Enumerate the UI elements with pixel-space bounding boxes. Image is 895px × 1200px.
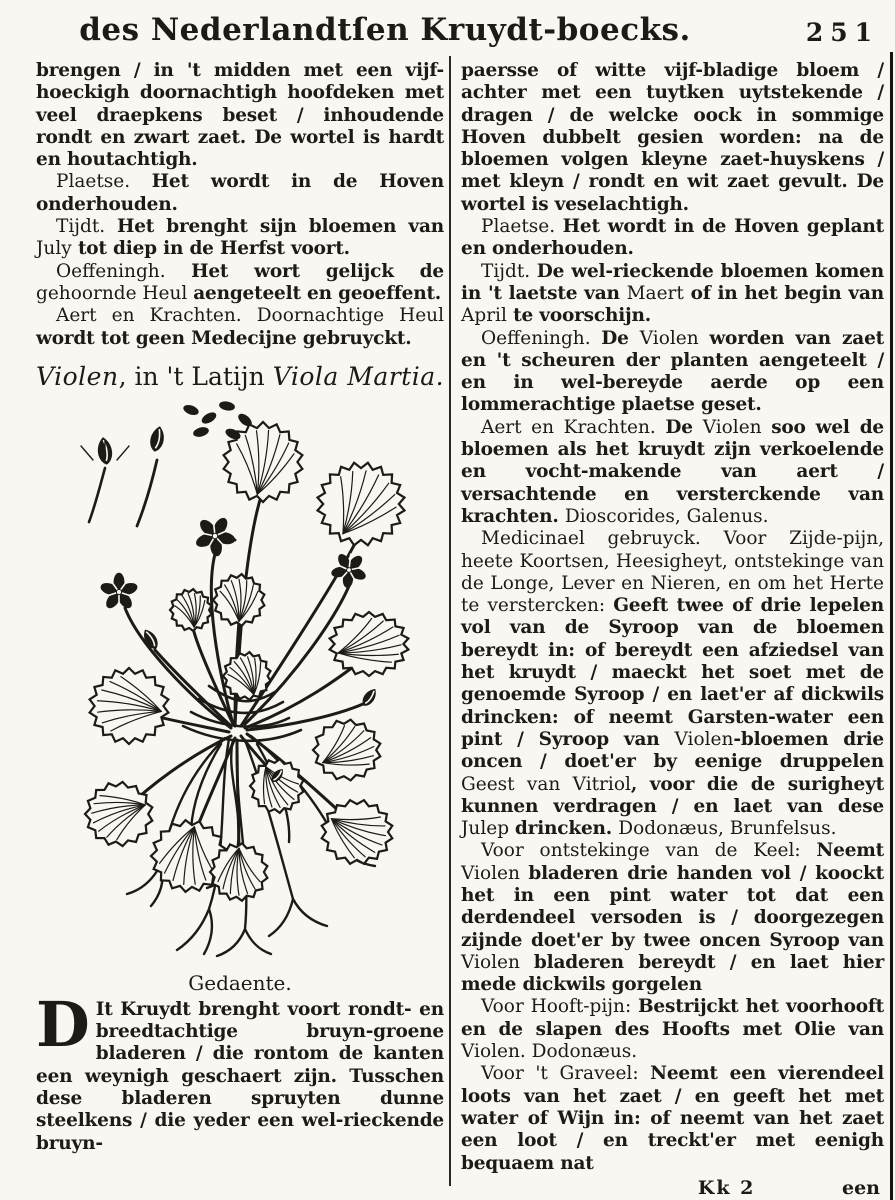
left-column <box>36 60 444 1155</box>
paragraph: brengen / in 't midden met een vijf-hoeckigh doornachtigh hoofdeken met veel draepkens beset / inhoudende rondt en zwart zaet. De wortel is hardt en houtachtigh. <box>36 60 444 171</box>
signature-mark: Kk 2 <box>697 1176 756 1199</box>
paragraph: Medicinael gebruyck. Voor Zijde-pijn, heete Koortsen, Heesigheyt, ontstekinge van de Longe, Lever en Nieren, en om het Herte te verstercken: Geeft twee of drie lepelen vol van de Syroop van de bloemen bereydt in: of bereydt een afziedsel van het kruydt / maeckt het soet met de genoemde Syroop / en laet'er af dickwils drincken: of neemt Garsten-water een pint / Syroop van Violen-bloemen drie oncen / doet'er by eenige druppelen Geest van Vitriol, voor die de surigheyt kunnen verdragen / en laet van dese Julep drincken. Dodonæus, Brunfelsus. <box>461 528 884 840</box>
catchword: een <box>842 1176 880 1199</box>
running-head: des Nederlandtſen Kruydt-boecks. <box>79 12 691 48</box>
section-heading: Violen, in 't Latijn Viola Martia. <box>36 361 445 391</box>
figure-caption: Gedaente. <box>188 971 292 996</box>
paragraph: Voor 't Graveel: Neemt een vierendeel loots van het zaet / en geeft het met water of Wijn in: of neemt van het zaet een loot / en treckt'er met eenigh bequaem nat <box>461 1063 884 1174</box>
figure <box>36 394 444 972</box>
paragraph: Aert en Krachten. De Violen soo wel de bloemen als het kruydt zijn verkoelende en vocht-makende van aert / versachtende en versterckende van krachten. Dioscorides, Galenus. <box>461 416 885 527</box>
paragraph: Oeffeningh. De Violen worden van zaet en 't scheuren der planten aengeteelt / en in wel-bereyde aerde op een lommerachtige plaetse geset. <box>461 327 884 416</box>
column-divider-rule <box>449 56 451 1186</box>
paragraph: paersse of witte vijf-bladige bloem / achter met een tuytken uytstekende / dragen / de welcke oock in sommige Hoven dubbelt gesien worden: na de bloemen volgen kleyne zaet-huyskens / met kleyn / rondt en wit zaet gevult. De wortel is veselachtigh. <box>461 60 884 215</box>
paragraph: Oeffeningh. Het wort gelijck de gehoornde Heul aengeteelt en geoeffent. <box>36 260 444 304</box>
drop-cap: D <box>36 987 90 1061</box>
paragraph: D It Kruydt brenght voort rondt- en breedtachtige bruyn-groene bladeren / die rontom de kanten een weynigh geschaert zijn. Tusschen dese bladeren spruyten dunne steelkens / die yeder een wel-rieckende bruyn- <box>36 987 444 1154</box>
paragraph: Plaetse. Het wordt in de Hoven onderhouden. <box>36 171 444 215</box>
right-column <box>461 60 884 1200</box>
footer-row <box>461 1177 884 1200</box>
paragraph: Voor Hooft-pijn: Bestrijckt het voorhooft en de slapen des Hoofts met Olie van Violen. Dodonæus. <box>461 996 884 1063</box>
paragraph: Aert en Krachten. Doornachtige Heul wordt tot geen Medecijne gebruyckt. <box>36 305 444 349</box>
page-number: 251 <box>805 18 879 47</box>
paragraph: Plaetse. Het wordt in de Hoven geplant en onderhouden. <box>461 216 884 260</box>
paragraph: Voor ontstekinge van de Keel: Neemt Violen bladeren drie handen vol / koockt het in een pint water tot dat een derdendeel versoden is / doorgezegen zijnde doet'er by twee oncen Syroop van Violen bladeren bereydt / en laet hier mede dickwils gorgelen <box>461 840 885 996</box>
page-edge-line <box>890 52 893 1200</box>
violet-woodcut-illustration <box>39 394 441 966</box>
paragraph: Tijdt. Het brenght sijn bloemen van July tot diep in de Herfst voort. <box>36 216 444 260</box>
paragraph: Tijdt. De wel-rieckende bloemen komen in 't laetste van Maert of in het begin van April te voorschijn. <box>461 260 884 327</box>
